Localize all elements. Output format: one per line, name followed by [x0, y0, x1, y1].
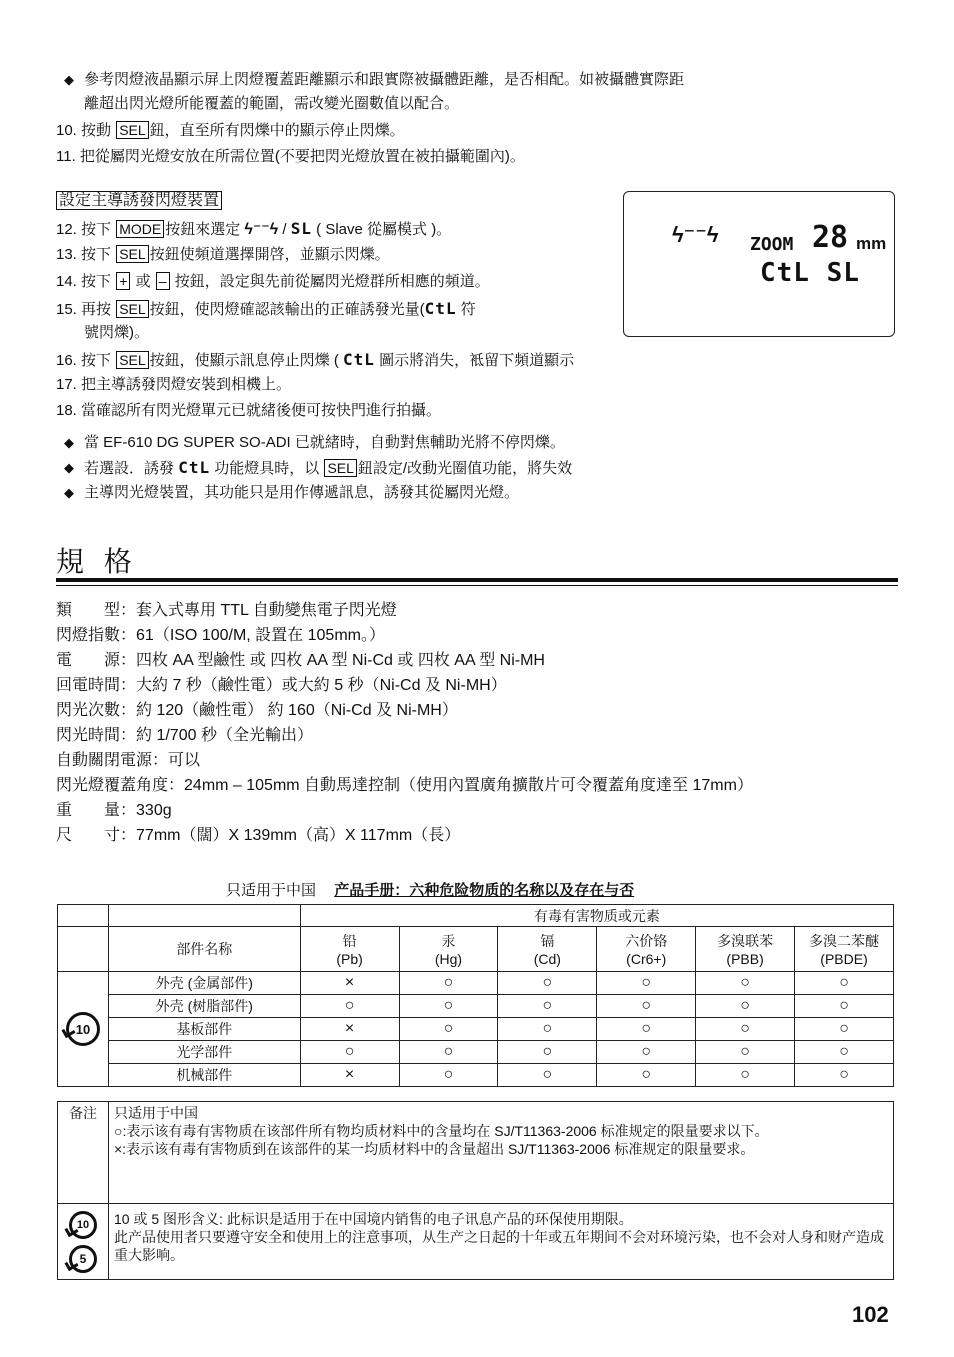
part-name: 机械部件 [108, 1064, 300, 1087]
corner-cell [58, 905, 109, 927]
bullet-af-text: 當 EF-610 DG SUPER SO-ADI 已就緒時，自動對焦輔助光將不停閃爍。 [84, 434, 565, 451]
lcd-flash-icon: ϟ⁻⁻ϟ [672, 222, 719, 247]
eco-content [109, 1204, 894, 1280]
ctl-icon: CtL [178, 458, 211, 477]
spec-row [56, 648, 898, 673]
step-16-text-a: 16. 按下 [56, 352, 112, 369]
spec-label: 閃燈指數 [56, 627, 121, 644]
col-header-pbde [795, 927, 894, 972]
mark-cell: ○ [498, 1018, 597, 1041]
note-line-2: ○:表示该有毒有害物质在该部件所有物均质材料中的含量均在 SJ/T11363-2006 标准规定的限量要求以下。 [114, 1123, 769, 1139]
spec-value: ：大約 7 秒（鹼性電）或大約 5 秒（Ni-Cd 及 Ni-MH） [120, 677, 507, 694]
master-title-box: 設定主導誘發閃燈裝置 [56, 191, 222, 210]
col-header-cd [498, 927, 597, 972]
col-sym: (Cd) [533, 951, 561, 967]
eco-line-1: 10 或 5 图形含义: 此标识是适用于在中国境内销售的电子讯息产品的环保使用期限。 [114, 1211, 633, 1227]
eco-10-icon: 10 [69, 1211, 97, 1239]
mark-cell: ○ [795, 1064, 894, 1087]
col-name: 六价铬 [625, 933, 668, 949]
bullet-2-text-c: 鈕設定/改動光圈值功能，將失效 [357, 460, 573, 477]
step-12 [56, 219, 451, 240]
mark-cell: ○ [498, 972, 597, 995]
plus-key: + [116, 272, 130, 290]
mark-cell: ○ [696, 1041, 795, 1064]
col-header-pb [300, 927, 399, 972]
bullet-distance-check [84, 70, 684, 90]
step-16 [56, 350, 574, 371]
table-row [58, 972, 894, 995]
eco-10-icon: 10 [66, 1012, 100, 1046]
col-header-hg [399, 927, 498, 972]
eco-line-2: 此产品使用者只要遵守安全和使用上的注意事项，从生产之日起的十年或五年期间不会对环境污染，也不会对人身和财产造成重大影响。 [114, 1229, 884, 1263]
mark-cell: ○ [399, 995, 498, 1018]
blank-cell [108, 905, 300, 927]
col-header-pbb [696, 927, 795, 972]
col-name: 多溴二苯醚 [809, 933, 880, 949]
mark-cell: ○ [399, 972, 498, 995]
spec-value: ：約 120（鹼性電） 約 160（Ni-Cd 及 Ni-MH） [120, 702, 458, 719]
hazard-table [57, 904, 894, 1087]
mark-cell: ○ [696, 1064, 795, 1087]
mark-cell: ○ [300, 995, 399, 1018]
hazard-caption-a: 只适用于中国 [226, 882, 317, 899]
note-line-3: ×:表示该有毒有害物质到在该部件的某一均质材料中的含量超出 SJ/T11363-2006 标准规定的限量要求。 [114, 1141, 755, 1157]
sel-key: SEL [324, 459, 356, 477]
mark-cell: ○ [498, 995, 597, 1018]
mark-cell: ○ [597, 1018, 696, 1041]
eco-logos-cell [58, 1204, 109, 1280]
hazard-caption-b: 产品手册：六种危险物质的名称以及存在与否 [334, 882, 635, 899]
lcd-zoom-unit: mm [856, 234, 887, 253]
bullet-af-assist [84, 433, 565, 453]
spec-row [56, 773, 898, 798]
spec-row [56, 823, 898, 848]
step-17: 17. 把主導誘發閃燈安裝到相機上。 [56, 376, 292, 393]
note-label: 备注 [58, 1102, 109, 1204]
bullet-2-text-b: 功能燈具時，以 [214, 460, 320, 477]
col-header-cr6 [597, 927, 696, 972]
bullet-text-line1: 參考閃燈液晶顯示屏上閃燈覆蓋距離顯示和跟實際被攝體距離，是否相配。如被攝體實際距 [84, 71, 685, 88]
flash-master-icon: ϟ⁻⁻ϟ [244, 221, 279, 238]
mark-cell: ○ [399, 1041, 498, 1064]
mark-cell: ○ [399, 1064, 498, 1087]
sel-key: SEL [116, 245, 148, 263]
spec-row [56, 748, 898, 773]
note-line-1: 只适用于中国 [114, 1105, 198, 1121]
step-13-text-a: 13. 按下 [56, 246, 112, 263]
step-14-or: 或 [135, 273, 151, 290]
page-number: 102 [852, 1302, 889, 1327]
col-sym: (PBDE) [820, 951, 868, 967]
lcd-display [623, 191, 895, 337]
step-10-text-b: 鈕，直至所有閃爍中的顯示停止閃爍。 [149, 122, 405, 139]
spec-row [56, 798, 898, 823]
step-12-text-c: ( Slave 從屬模式 )。 [316, 221, 452, 238]
specs-rule-thick [56, 578, 898, 582]
spec-value: ：77mm（闊）X 139mm（高）X 117mm（長） [120, 827, 461, 844]
note-content [109, 1102, 894, 1204]
sel-key: SEL [116, 121, 148, 139]
blank-cell [58, 927, 109, 972]
lcd-zoom-label: ZOOM [750, 234, 794, 255]
bullet-master-role [84, 483, 519, 503]
spec-value: ：330g [120, 802, 172, 819]
notes-table [57, 1101, 894, 1280]
spec-value: ：套入式專用 TTL 自動變焦電子閃光燈 [120, 602, 397, 619]
mark-cell: × [300, 1064, 399, 1087]
part-header: 部件名称 [108, 927, 300, 972]
spec-value: ：61（ISO 100/M, 設置在 105mm。） [120, 627, 385, 644]
lcd-zoom-value: 28 [812, 220, 849, 255]
step-15-text-a: 15. 再按 [56, 301, 112, 318]
mark-cell: ○ [597, 972, 696, 995]
step-15 [56, 299, 476, 320]
sel-key: SEL [116, 300, 148, 318]
spec-value: ：24mm – 105mm 自動馬達控制（使用內置廣角擴散片可令覆蓋角度達至 17mm） [168, 777, 753, 794]
table-row [58, 995, 894, 1018]
mark-cell: ○ [795, 1041, 894, 1064]
spec-row [56, 598, 898, 623]
spec-label: 閃光時間 [56, 727, 121, 744]
step-14-text-b: 按鈕，設定與先前從屬閃光燈群所相應的頻道。 [174, 273, 490, 290]
slave-sl-icon: SL [290, 219, 312, 238]
step-16-text-c: 圖示將消失，袛留下頻道顯示 [379, 352, 575, 369]
specs-rule-thin [56, 585, 898, 586]
step-18: 18. 當確認所有閃光燈單元已就緒後便可按快門進行拍攝。 [56, 402, 442, 419]
part-name: 外壳 (金属部件) [108, 972, 300, 995]
col-name: 多溴联苯 [717, 933, 774, 949]
spec-row [56, 623, 898, 648]
spec-row [56, 673, 898, 698]
master-section-title [56, 191, 222, 211]
table-row [58, 1041, 894, 1064]
mark-cell: ○ [795, 995, 894, 1018]
spec-label: 尺 寸 [56, 827, 121, 844]
mark-cell: ○ [597, 1041, 696, 1064]
step-12-sep: / [282, 221, 287, 238]
bullet-ctl-sel [84, 458, 572, 479]
mark-cell: ○ [300, 1041, 399, 1064]
step-15-line2: 號閃爍)。 [84, 324, 149, 341]
step-13 [56, 245, 390, 265]
step-10 [56, 121, 405, 141]
step-11: 11. 把從屬閃光燈安放在所需位置(不要把閃光燈放置在被拍攝範圍內)。 [56, 148, 525, 165]
step-14 [56, 272, 490, 292]
col-sym: (Cr6+) [626, 951, 667, 967]
mark-cell: ○ [696, 995, 795, 1018]
table-row [58, 1064, 894, 1087]
spec-label: 自動關閉電源 [56, 752, 153, 769]
mark-cell: ○ [399, 1018, 498, 1041]
mark-cell: ○ [795, 1018, 894, 1041]
hazard-caption [226, 879, 634, 900]
step-12-text-a: 12. 按下 [56, 221, 112, 238]
lcd-line2: CtL SL [760, 258, 860, 288]
eco-5-icon: 5 [69, 1245, 97, 1273]
col-sym: (Hg) [434, 951, 463, 967]
spec-label: 重 量 [56, 802, 121, 819]
step-13-text-b: 按鈕使頻道選擇開啓，並顯示閃爍。 [149, 246, 390, 263]
mark-cell: ○ [597, 1064, 696, 1087]
mark-cell: ○ [498, 1041, 597, 1064]
mark-cell: ○ [696, 1018, 795, 1041]
specs-heading: 規 格 [56, 546, 138, 577]
col-sym: (Pb) [336, 951, 363, 967]
spec-row [56, 723, 898, 748]
step-14-text-a: 14. 按下 [56, 273, 112, 290]
mark-cell: ○ [597, 995, 696, 1018]
table-row [58, 1018, 894, 1041]
spec-row [56, 698, 898, 723]
bullet-text-line2: 離超出閃光燈所能覆蓋的範圍，需改變光圈數值以配合。 [84, 95, 460, 112]
col-sym: (PBB) [726, 951, 764, 967]
spec-label: 類 型 [56, 602, 121, 619]
part-name: 基板部件 [108, 1018, 300, 1041]
bullet-2-text-a: 若選設．誘發 [84, 460, 175, 477]
part-name: 光学部件 [108, 1041, 300, 1064]
eco-logo-cell [58, 972, 109, 1087]
spec-value: ：約 1/700 秒（全光輸出） [120, 727, 313, 744]
col-name: 汞 [441, 933, 456, 949]
col-name: 镉 [540, 933, 555, 949]
spec-label: 閃光燈覆蓋角度 [56, 777, 169, 794]
spec-value: ：四枚 AA 型鹼性 或 四枚 AA 型 Ni-Cd 或 四枚 AA 型 Ni-MH [120, 652, 545, 669]
mark-cell: ○ [498, 1064, 597, 1087]
ctl-icon: CtL [424, 299, 457, 318]
col-name: 铅 [342, 933, 357, 949]
step-16-text-b: 按鈕，使顯示訊息停止閃爍 ( [149, 352, 339, 369]
step-12-text-b: 按鈕來選定 [165, 221, 241, 238]
mark-cell: ○ [795, 972, 894, 995]
step-15-text-c: 符 [460, 301, 476, 318]
spec-label: 閃光次數 [56, 702, 121, 719]
step-15-text-b: 按鈕，使閃燈確認該輸出的正確誘發光量( [149, 301, 425, 318]
group-header: 有毒有害物质或元素 [300, 905, 893, 927]
ctl-icon: CtL [343, 350, 375, 369]
mark-cell: ○ [696, 972, 795, 995]
mark-cell: × [300, 972, 399, 995]
spec-label: 電 源 [56, 652, 121, 669]
mark-cell: × [300, 1018, 399, 1041]
spec-label: 回電時間 [56, 677, 121, 694]
mode-key: MODE [116, 220, 164, 238]
sel-key: SEL [116, 351, 148, 369]
minus-key: – [156, 272, 170, 290]
specs-list [56, 598, 898, 848]
part-name: 外壳 (树脂部件) [108, 995, 300, 1018]
spec-value: ：可以 [152, 752, 201, 769]
step-10-text-a: 10. 按動 [56, 122, 112, 139]
bullet-3-text: 主導閃光燈裝置，其功能只是用作傳遞訊息，誘發其從屬閃光燈。 [84, 484, 520, 501]
